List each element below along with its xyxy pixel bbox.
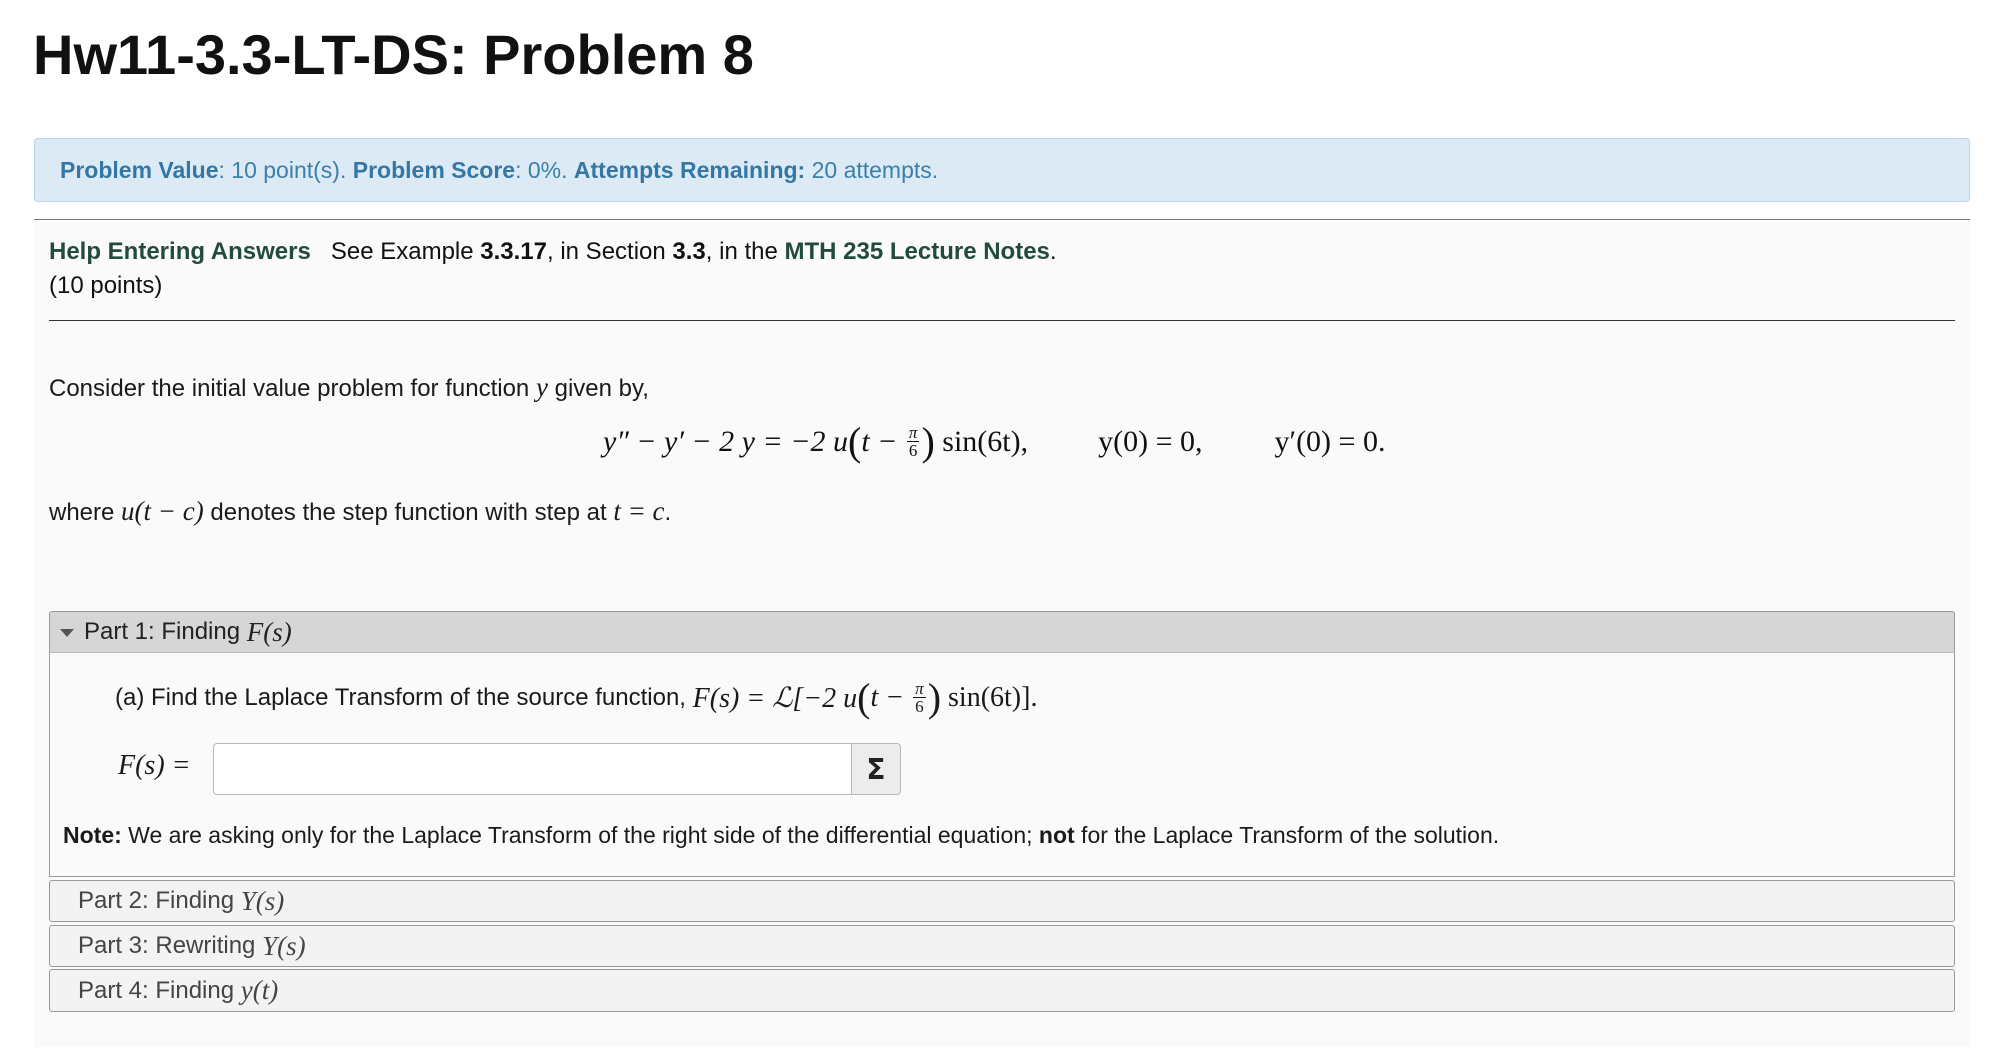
problem-score-text: : 0%. bbox=[515, 156, 574, 183]
problem-score-label: Problem Score bbox=[352, 156, 516, 183]
attempts-label: Attempts Remaining: bbox=[573, 156, 806, 183]
differential-equation bbox=[603, 418, 1386, 464]
part-2-label: Part 2: Finding bbox=[78, 887, 241, 914]
top-divider bbox=[34, 219, 1970, 220]
initial-condition-1: y(0) = 0, bbox=[1098, 424, 1203, 458]
answer-label: F(s) = bbox=[118, 750, 191, 781]
question-pi-fraction bbox=[913, 680, 926, 715]
question-t-minus: t − bbox=[870, 681, 912, 713]
caret-down-icon bbox=[60, 629, 74, 637]
problem-value-text: : 10 point(s). bbox=[218, 156, 353, 183]
where-text bbox=[49, 496, 671, 527]
problem-divider bbox=[49, 320, 1955, 321]
eq-close-paren: ) bbox=[921, 418, 935, 464]
part-4-math: y(t) bbox=[240, 975, 279, 1005]
part-1-math: F(s) bbox=[246, 616, 292, 647]
where-math-step: u(t − c) bbox=[121, 496, 204, 526]
eq-pi: π bbox=[908, 423, 918, 442]
answer-input-fs[interactable] bbox=[213, 743, 852, 795]
note-text-2: for the Laplace Transform of the solution. bbox=[1074, 822, 1500, 848]
part-2-header[interactable] bbox=[49, 880, 1955, 922]
initial-condition-2: y′(0) = 0. bbox=[1274, 424, 1386, 458]
consider-suffix: given by, bbox=[547, 375, 649, 402]
eq-t-minus: t − bbox=[861, 424, 905, 458]
consider-text bbox=[49, 372, 649, 403]
part-4-label: Part 4: Finding bbox=[78, 976, 241, 1004]
part-2-math: Y(s) bbox=[240, 885, 285, 916]
note-label: Note: bbox=[63, 822, 122, 848]
question-close-paren: ) bbox=[927, 674, 942, 720]
part-3-header[interactable] bbox=[49, 925, 1955, 967]
page-title: Hw11-3.3-LT-DS: Problem 8 bbox=[33, 23, 754, 86]
help-entering-answers-link[interactable]: Help Entering Answers bbox=[49, 238, 311, 265]
consider-var: y bbox=[535, 372, 548, 402]
period: . bbox=[1049, 238, 1057, 265]
where-end: . bbox=[664, 499, 672, 526]
note-bold: not bbox=[1038, 822, 1075, 848]
part-3-math: Y(s) bbox=[262, 930, 306, 961]
part-4-header[interactable] bbox=[49, 969, 1955, 1012]
eq-sin: sin(6t), bbox=[934, 424, 1029, 458]
question-pi: π bbox=[915, 679, 924, 698]
in-the-text: , in the bbox=[705, 238, 785, 265]
part-3-label: Part 3: Rewriting bbox=[78, 932, 263, 959]
consider-prefix: Consider the initial value problem for function bbox=[49, 375, 536, 402]
question-text: (a) Find the Laplace Transform of the source function, bbox=[115, 683, 693, 711]
question-math: F(s) = ℒ[−2 u bbox=[692, 682, 858, 714]
part-1-label: Part 1: Finding bbox=[84, 618, 247, 645]
equation-editor-button[interactable]: Σ bbox=[851, 743, 901, 795]
question-end: sin(6t)]. bbox=[941, 681, 1038, 713]
question-open-paren: ( bbox=[857, 674, 871, 720]
in-section-text: , in Section bbox=[547, 238, 673, 265]
problem-info-bar bbox=[34, 138, 1970, 202]
eq-open-paren: ( bbox=[847, 418, 862, 464]
eq-six: 6 bbox=[908, 441, 918, 460]
part-1-header[interactable] bbox=[49, 611, 1955, 653]
points-text: (10 points) bbox=[49, 272, 163, 299]
eq-lhs: y″ − y′ − 2 y = −2 u bbox=[603, 424, 848, 458]
problem-value-label: Problem Value bbox=[60, 156, 219, 183]
eq-pi-fraction bbox=[907, 424, 920, 459]
note-text-1: We are asking only for the Laplace Transform of the right side of the differential equation; bbox=[121, 822, 1039, 848]
where-math-t: t = c bbox=[613, 496, 665, 526]
where-prefix: where bbox=[49, 499, 122, 526]
see-text: See Example bbox=[330, 238, 481, 265]
help-row bbox=[49, 238, 1057, 266]
where-mid: denotes the step function with step at bbox=[203, 499, 614, 526]
example-number: 3.3.17 bbox=[480, 238, 547, 265]
lecture-notes-link[interactable]: MTH 235 Lecture Notes bbox=[784, 238, 1050, 265]
part-1-question bbox=[115, 674, 1038, 720]
section-number: 3.3 bbox=[672, 238, 706, 265]
attempts-text: 20 attempts. bbox=[805, 156, 939, 183]
part-1-note bbox=[63, 822, 1499, 849]
question-six: 6 bbox=[915, 697, 924, 716]
